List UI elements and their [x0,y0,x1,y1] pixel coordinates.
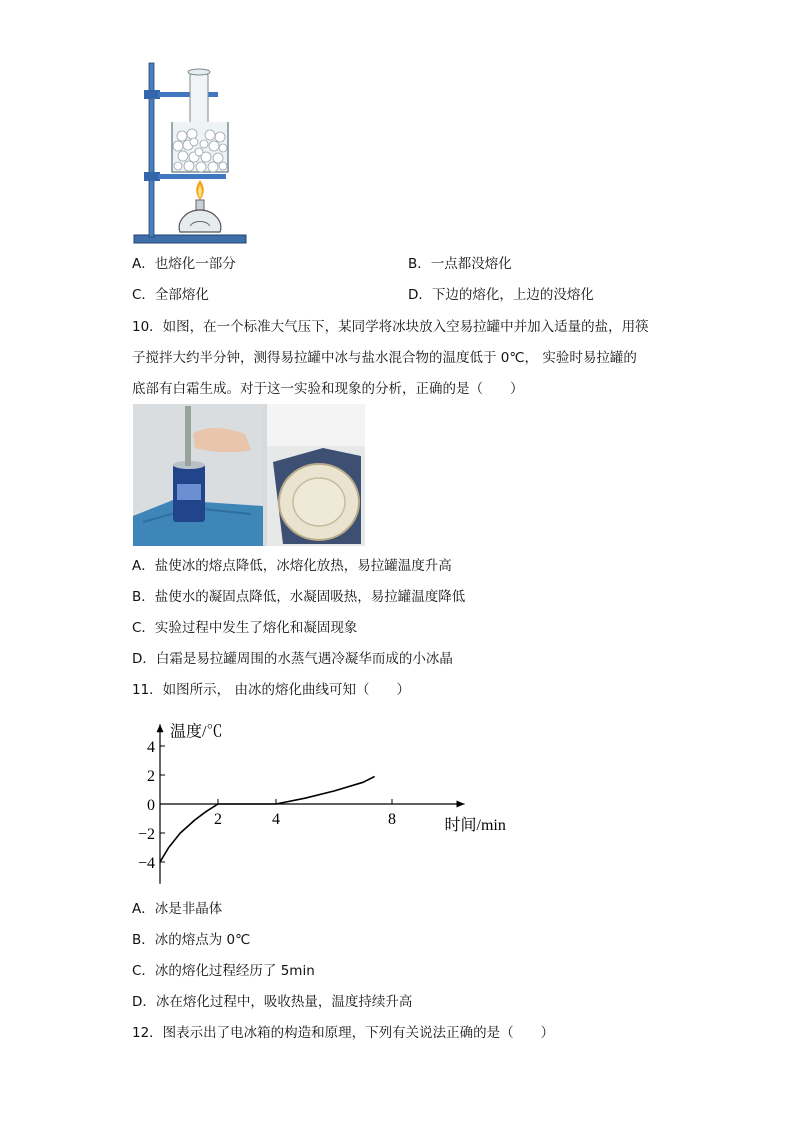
q9-option-d: D．下边的熔化，上边的没熔化 [408,287,594,303]
q9-option-c: C．全部熔化 [132,287,209,303]
q10-option-c: C．实验过程中发生了熔化和凝固现象 [132,620,358,636]
x-tick-label: 8 [388,811,396,828]
q12-stem: 12．图表示出了电冰箱的构造和原理，下列有关说法正确的是（ ） [132,1025,555,1041]
q10-option-b: B．盐使水的凝固点降低，水凝固吸热，易拉罐温度降低 [132,589,466,605]
q11-stem: 11．如图所示， 由冰的熔化曲线可知（ ） [132,682,410,698]
q10-option-a: A．盐使冰的熔点降低，冰熔化放热，易拉罐温度升高 [132,558,452,574]
iron-stand-apparatus-figure [128,60,252,250]
y-axis-label: 温度/℃ [170,723,223,741]
x-tick-label: 4 [272,811,280,828]
q10-stem-line-2: 子搅拌大约半分钟，测得易拉罐中冰与盐水混合物的温度低于 0℃， 实验时易拉罐的 [132,350,637,366]
ice-melting-curve-chart [130,708,530,890]
q10-stem-line-1: 10．如图，在一个标准大气压下，某同学将冰块放入空易拉罐中并加入适量的盐，用筷 [132,319,649,335]
can-stirring-photo [133,404,365,546]
q11-option-a: A．冰是非晶体 [132,901,223,917]
q11-option-d: D．冰在熔化过程中，吸收热量，温度持续升高 [132,994,413,1010]
q11-option-b: B．冰的熔点为 0℃ [132,932,251,948]
x-tick-label: 2 [214,811,222,828]
y-tick-label: 2 [147,768,155,785]
melt-curve-segment-1 [160,804,218,862]
q9-option-b: B．一点都没熔化 [408,256,512,272]
y-tick-label: −4 [137,855,155,872]
q9-option-a: A．也熔化一部分 [132,256,236,272]
y-tick-label: 0 [147,797,155,814]
y-axis-arrow [157,724,164,732]
melt-curve-segment-3 [276,777,375,805]
x-axis-arrow [457,801,465,808]
y-tick-label: −2 [137,826,155,843]
q10-option-d: D．白霜是易拉罐周围的水蒸气遇冷凝华而成的小冰晶 [132,651,453,667]
q10-stem-line-3: 底部有白霜生成。对于这一实验和现象的分析，正确的是（ ） [132,381,524,397]
q11-option-c: C．冰的熔化过程经历了 5min [132,963,315,979]
y-tick-label: 4 [147,739,155,756]
x-axis-label: 时间/min [444,817,506,834]
